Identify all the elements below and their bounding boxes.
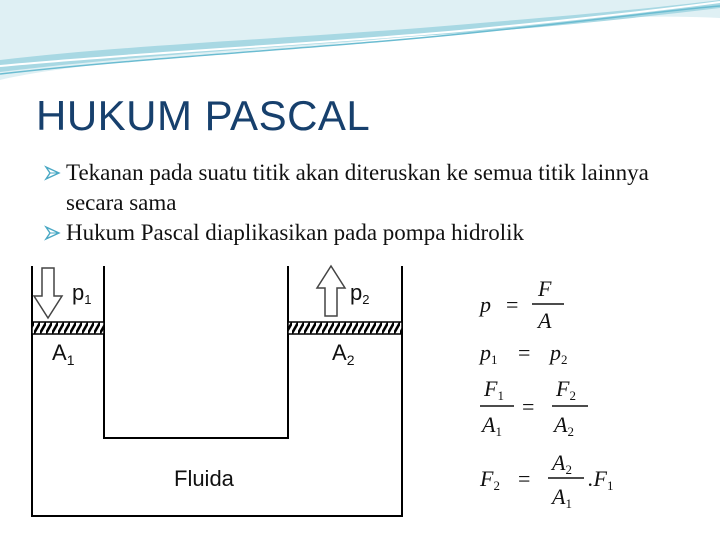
slide-title: HUKUM PASCAL [36,92,371,139]
area-label-1: $A_1$ [52,340,75,368]
pascal-formulas [472,268,622,518]
svg-text:.F1: .F1 [588,466,614,493]
down-arrow-icon [34,268,62,318]
svg-text:A1: A1 [552,484,572,511]
svg-text:A2: A2 [554,412,574,439]
svg-text:p: p [480,292,491,317]
svg-text:p1: p1 [480,340,498,367]
area-label-2: $A_2$ [332,340,355,368]
svg-text:F2: F2 [480,466,500,493]
bullet-item [40,218,700,248]
svg-text:F1: F1 [484,376,504,403]
svg-text:=: = [518,466,531,491]
pressure-label-2: p2 [350,280,370,307]
svg-text:F2: F2 [556,376,576,403]
bullet-arrow-icon [44,164,62,182]
svg-text:A: A [538,308,552,333]
bullet-text: Tekanan pada suatu titik akan diteruskan ke semua titik lainnya secara sama [66,160,649,215]
piston-large [288,322,402,334]
formula-force-ratio [480,376,588,439]
up-arrow-icon [317,266,345,316]
svg-text:=: = [506,292,519,317]
bullet-arrow-icon [44,224,62,242]
bullet-list [40,158,700,248]
fluid-label: Fluida [174,466,234,491]
bullet-item [40,158,700,218]
svg-text:A1: A1 [482,412,502,439]
formula-output-force [479,450,613,511]
svg-text:p2: p2 [550,340,568,367]
svg-text:A2: A2 [552,450,572,477]
pressure-label-1: p1 [72,280,92,307]
svg-text:F: F [538,276,552,301]
hydraulic-press-diagram [28,262,410,520]
svg-text:=: = [522,394,535,419]
formula-pressure [478,276,564,333]
formula-pressure-equal [478,340,568,367]
bullet-text: Hukum Pascal diaplikasikan pada pompa hidrolik [66,220,524,245]
piston-small [32,322,104,334]
header-wave-decoration [0,0,720,90]
svg-text:=: = [518,340,531,365]
